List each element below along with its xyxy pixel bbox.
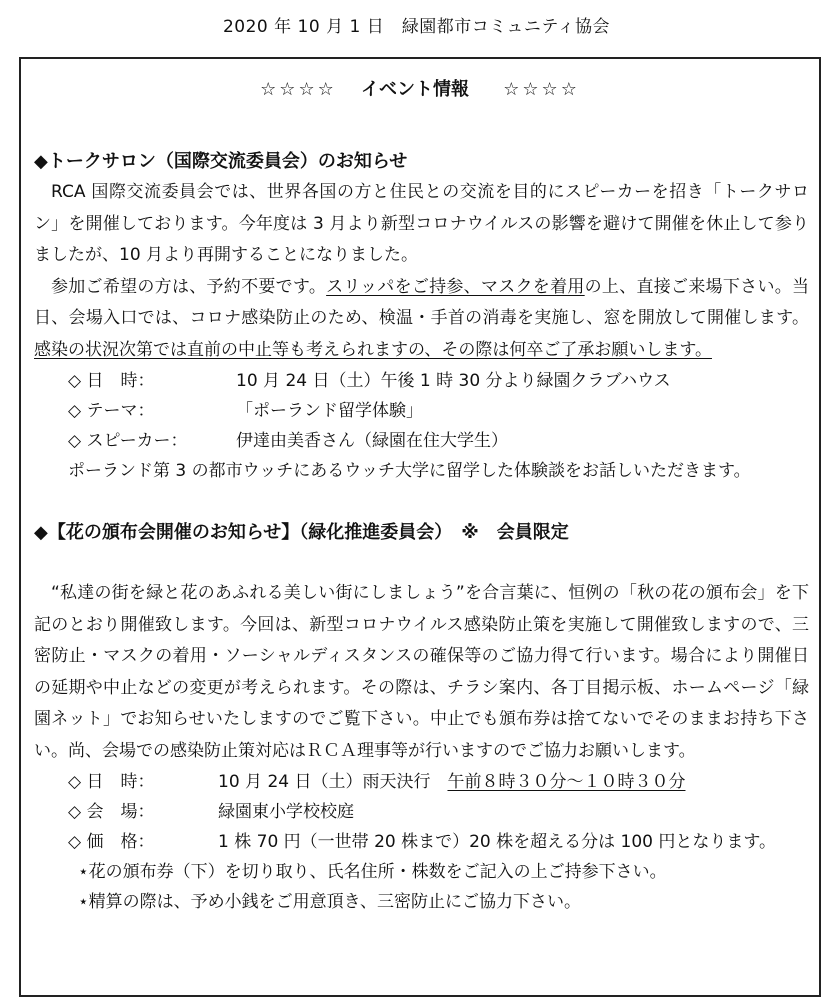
detail-value: 10 月 24 日（土）雨天決行 (218, 772, 448, 792)
detail-value: 緑園東小学校校庭 (218, 802, 354, 822)
talk-p2-text-b: の上、直接ご来場下さい。当日、会場入口では、コロナ感染防止のため、検温・手首の消毒を実施し、窓を開放して開催します。 (34, 276, 810, 328)
flower-detail-date (34, 767, 809, 797)
talk-paragraph-2 (34, 272, 809, 367)
talk-detail-speaker (34, 426, 809, 456)
banner (21, 75, 819, 101)
flower-note-1: ⋆花の頒布券（下）を切り取り、氏名住所・株数をご記入の上ご持参下さい。 (78, 862, 667, 882)
detail-label: ◇ スピーカー： (68, 431, 188, 451)
stars-right: ☆☆☆☆ (503, 79, 580, 100)
notice-frame (19, 57, 821, 997)
detail-label: ◇ 会 場： (68, 802, 155, 822)
detail-value: 10 月 24 日（土）午後 1 時 30 分より緑園クラブハウス (236, 371, 671, 391)
flower-detail-venue (34, 797, 809, 827)
flower-heading: ◆【花の頒布会開催のお知らせ】（緑化推進委員会） ※ 会員限定 (34, 522, 569, 543)
detail-value: 伊達由美香さん（緑園在住大学生） (236, 431, 508, 451)
detail-label: ◇ 価 格： (68, 832, 155, 852)
talk-note: ポーランド第 3 の都市ウッチにあるウッチ大学に留学した体験談をお話しいただきます。 (68, 461, 751, 481)
header-date-org: 2020 年 10 月 1 日 緑園都市コミュニティ協会 (222, 17, 611, 37)
talk-p2-underline-2: 感染の状況次第では直前の中止等も考えられますの、その際は何卒ご了承お願いします。 (34, 339, 712, 360)
talk-paragraph-1: RCA 国際交流委員会では、世界各国の方と住民との交流を目的にスピーカーを招き「トークサロン」を開催しております。今年度は 3 月より新型コロナウイルスの影響を避けて開催を休止して参りましたが、10 月より再開することになりました。 (34, 182, 809, 265)
talk-p2-text-a: 参加ご希望の方は、予約不要です。 (51, 276, 327, 297)
detail-value: 1 株 70 円（一世帯 20 株まで）20 株を超える分は 100 円となります。 (218, 832, 777, 852)
detail-value-underlined: 午前８時３０分～１０時３０分 (447, 772, 686, 792)
talk-p2-underline-1: スリッパをご持参、マスクを着用 (326, 276, 585, 297)
flower-paragraph: “私達の街を緑と花のあふれる美しい街にしましょう”を合言葉に、恒例の「秋の花の頒布会」を下記のとおり開催致します。今回は、新型コロナウイルス感染防止策を実施して開催致しますので、三密防止・マスクの着用・ソーシャルディスタンスの確保等のご協力得て行います。場合により開催日の延期や中止などの変更が考えられます。その際は、チラシ案内、各丁目掲示板、ホームページ「緑園ネット」でお知らせいたしますのでご覧下さい。中止でも頒布券は捨てないでそのままお持ち下さい。尚、会場での感染防止策対応はＲＣＡ理事等が行いますのでご協力お願いします。 (34, 583, 809, 761)
flower-detail-price (34, 827, 809, 857)
stars-left: ☆☆☆☆ (260, 79, 337, 100)
talk-detail-date (34, 366, 809, 396)
detail-label: ◇ 日 時： (68, 371, 155, 391)
notice-content (34, 147, 809, 917)
detail-value: 「ポーランド留学体験」 (236, 401, 423, 421)
flower-note-2: ⋆精算の際は、予め小銭をご用意頂き、三密防止にご協力下さい。 (78, 892, 581, 912)
banner-title: イベント情報 (361, 79, 469, 100)
detail-label: ◇ テーマ： (68, 401, 155, 421)
talk-detail-theme (34, 396, 809, 426)
detail-label: ◇ 日 時： (68, 772, 155, 792)
talk-heading: ◆トークサロン（国際交流委員会）のお知らせ (34, 151, 408, 172)
